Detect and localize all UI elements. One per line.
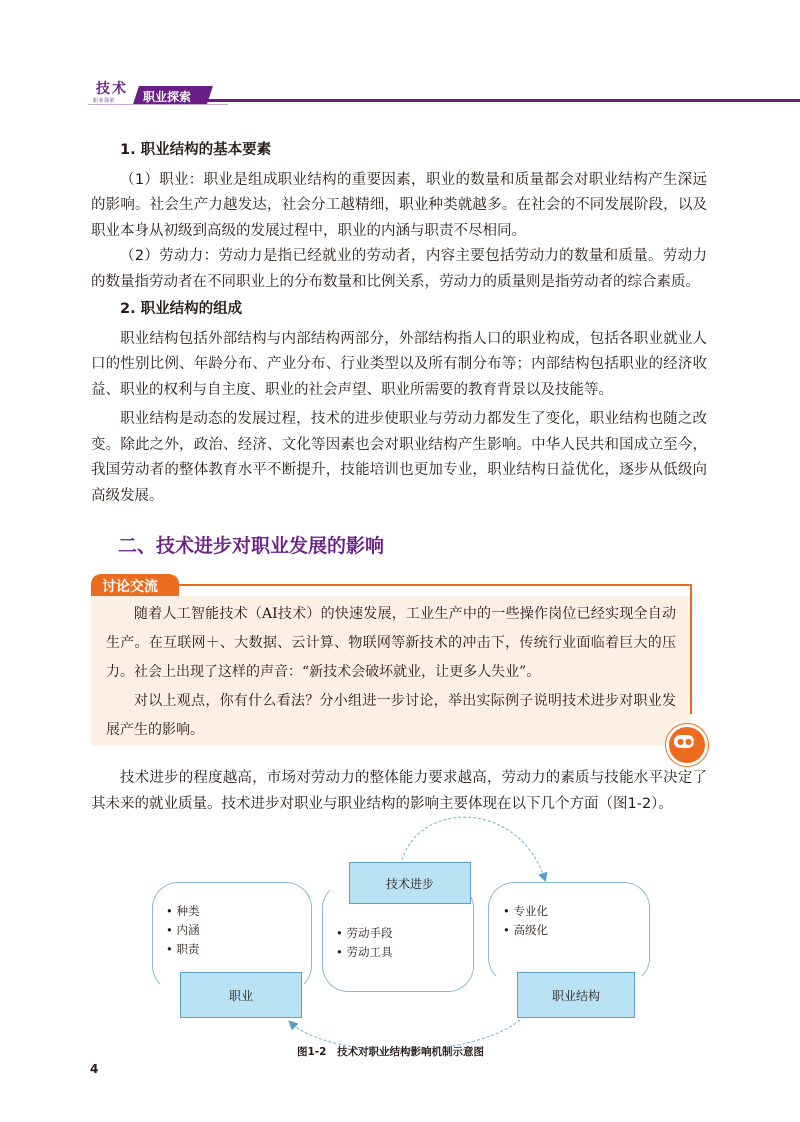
header-logo-sub: 职业探索 (93, 98, 116, 104)
left-list (166, 902, 199, 959)
list-item: • 高级化 (503, 921, 548, 940)
header-logo: 技术 (96, 81, 128, 97)
figure-caption: 图1-2 技术对职业结构影响机制示意图 (297, 1046, 484, 1058)
list-item: • 种类 (166, 902, 199, 921)
subheading-2: 2. 职业结构的组成 (120, 301, 243, 317)
discussion-paragraph-1: 随着人工智能技术（AI技术）的快速发展，工业生产中的一些操作岗位已经实现全自动生产。在互联网＋、大数据、云计算、物联网等新技术的冲击下，传统行业面临着巨大的压力。社会上出现了这样的声音：“新技术会破坏就业，让更多人失业”。 (106, 606, 676, 680)
middle-list (336, 924, 392, 962)
subheading-1: 1. 职业结构的基本要素 (120, 142, 272, 158)
paragraph-labor: （2）劳动力：劳动力是指已经就业的劳动者，内容主要包括劳动力的数量和质量。劳动力的数量指劳动者在不同职业上的分布数量和比例关系，劳动力的质量则是指劳动者的综合素质。 (91, 248, 707, 290)
paragraph-composition: 职业结构包括外部结构与内部结构两部分，外部结构指人口的职业构成，包括各职业就业人口的性别比例、年龄分布、产业分布、行业类型以及所有制分布等；内部结构包括职业的经济收益、职业的权利与自主度、职业的社会声望、职业所需要的教育背景以及技能等。 (91, 330, 707, 398)
box-tech-progress: 技术进步 (349, 862, 471, 904)
section2-heading: 二、技术进步对职业发展的影响 (118, 535, 385, 557)
header-banner: 职业探索 (143, 90, 192, 104)
list-item: • 专业化 (503, 902, 548, 921)
box-occupation-structure: 职业结构 (517, 972, 635, 1018)
page-number: 4 (90, 1062, 99, 1076)
paragraph-tech-progress: 技术进步的程度越高，市场对劳动力的整体能力要求越高，劳动力的素质与技能水平决定了其未来的就业质量。技术进步对职业与职业结构的影响主要体现在以下几个方面（图1-2）。 (91, 770, 707, 812)
box-occupation: 职业 (180, 972, 302, 1018)
list-item: • 职责 (166, 940, 199, 959)
chat-dots-icon: ●●● (677, 737, 701, 746)
discussion-paragraph-2: 对以上观点，你有什么看法？分小组进一步讨论，举出实际例子说明技术进步对职业发展产生的影响。 (106, 693, 676, 738)
list-item: • 内涵 (166, 921, 199, 940)
paragraph-occupation: （1）职业：职业是组成职业结构的重要因素，职业的数量和质量都会对职业结构产生深远的影响。社会生产力越发达，社会分工越精细，职业种类就越多。在社会的不同发展阶段，以及职业本身从初级到高级的发展过程中，职业的内涵与职责不尽相同。 (91, 171, 707, 239)
right-list (503, 902, 548, 940)
discussion-tab-label: 讨论交流 (102, 579, 158, 595)
list-item: • 劳动工具 (336, 943, 392, 962)
list-item: • 劳动手段 (336, 924, 392, 943)
paragraph-dynamic: 职业结构是动态的发展过程，技术的进步使职业与劳动力都发生了变化，职业结构也随之改变。除此之外，政治、经济、文化等因素也会对职业结构产生影响。中华人民共和国成立至今，我国劳动者的整体教育水平不断提升，技能培训也更加专业，职业结构日益优化，逐步从低级向高级发展。 (91, 411, 707, 504)
